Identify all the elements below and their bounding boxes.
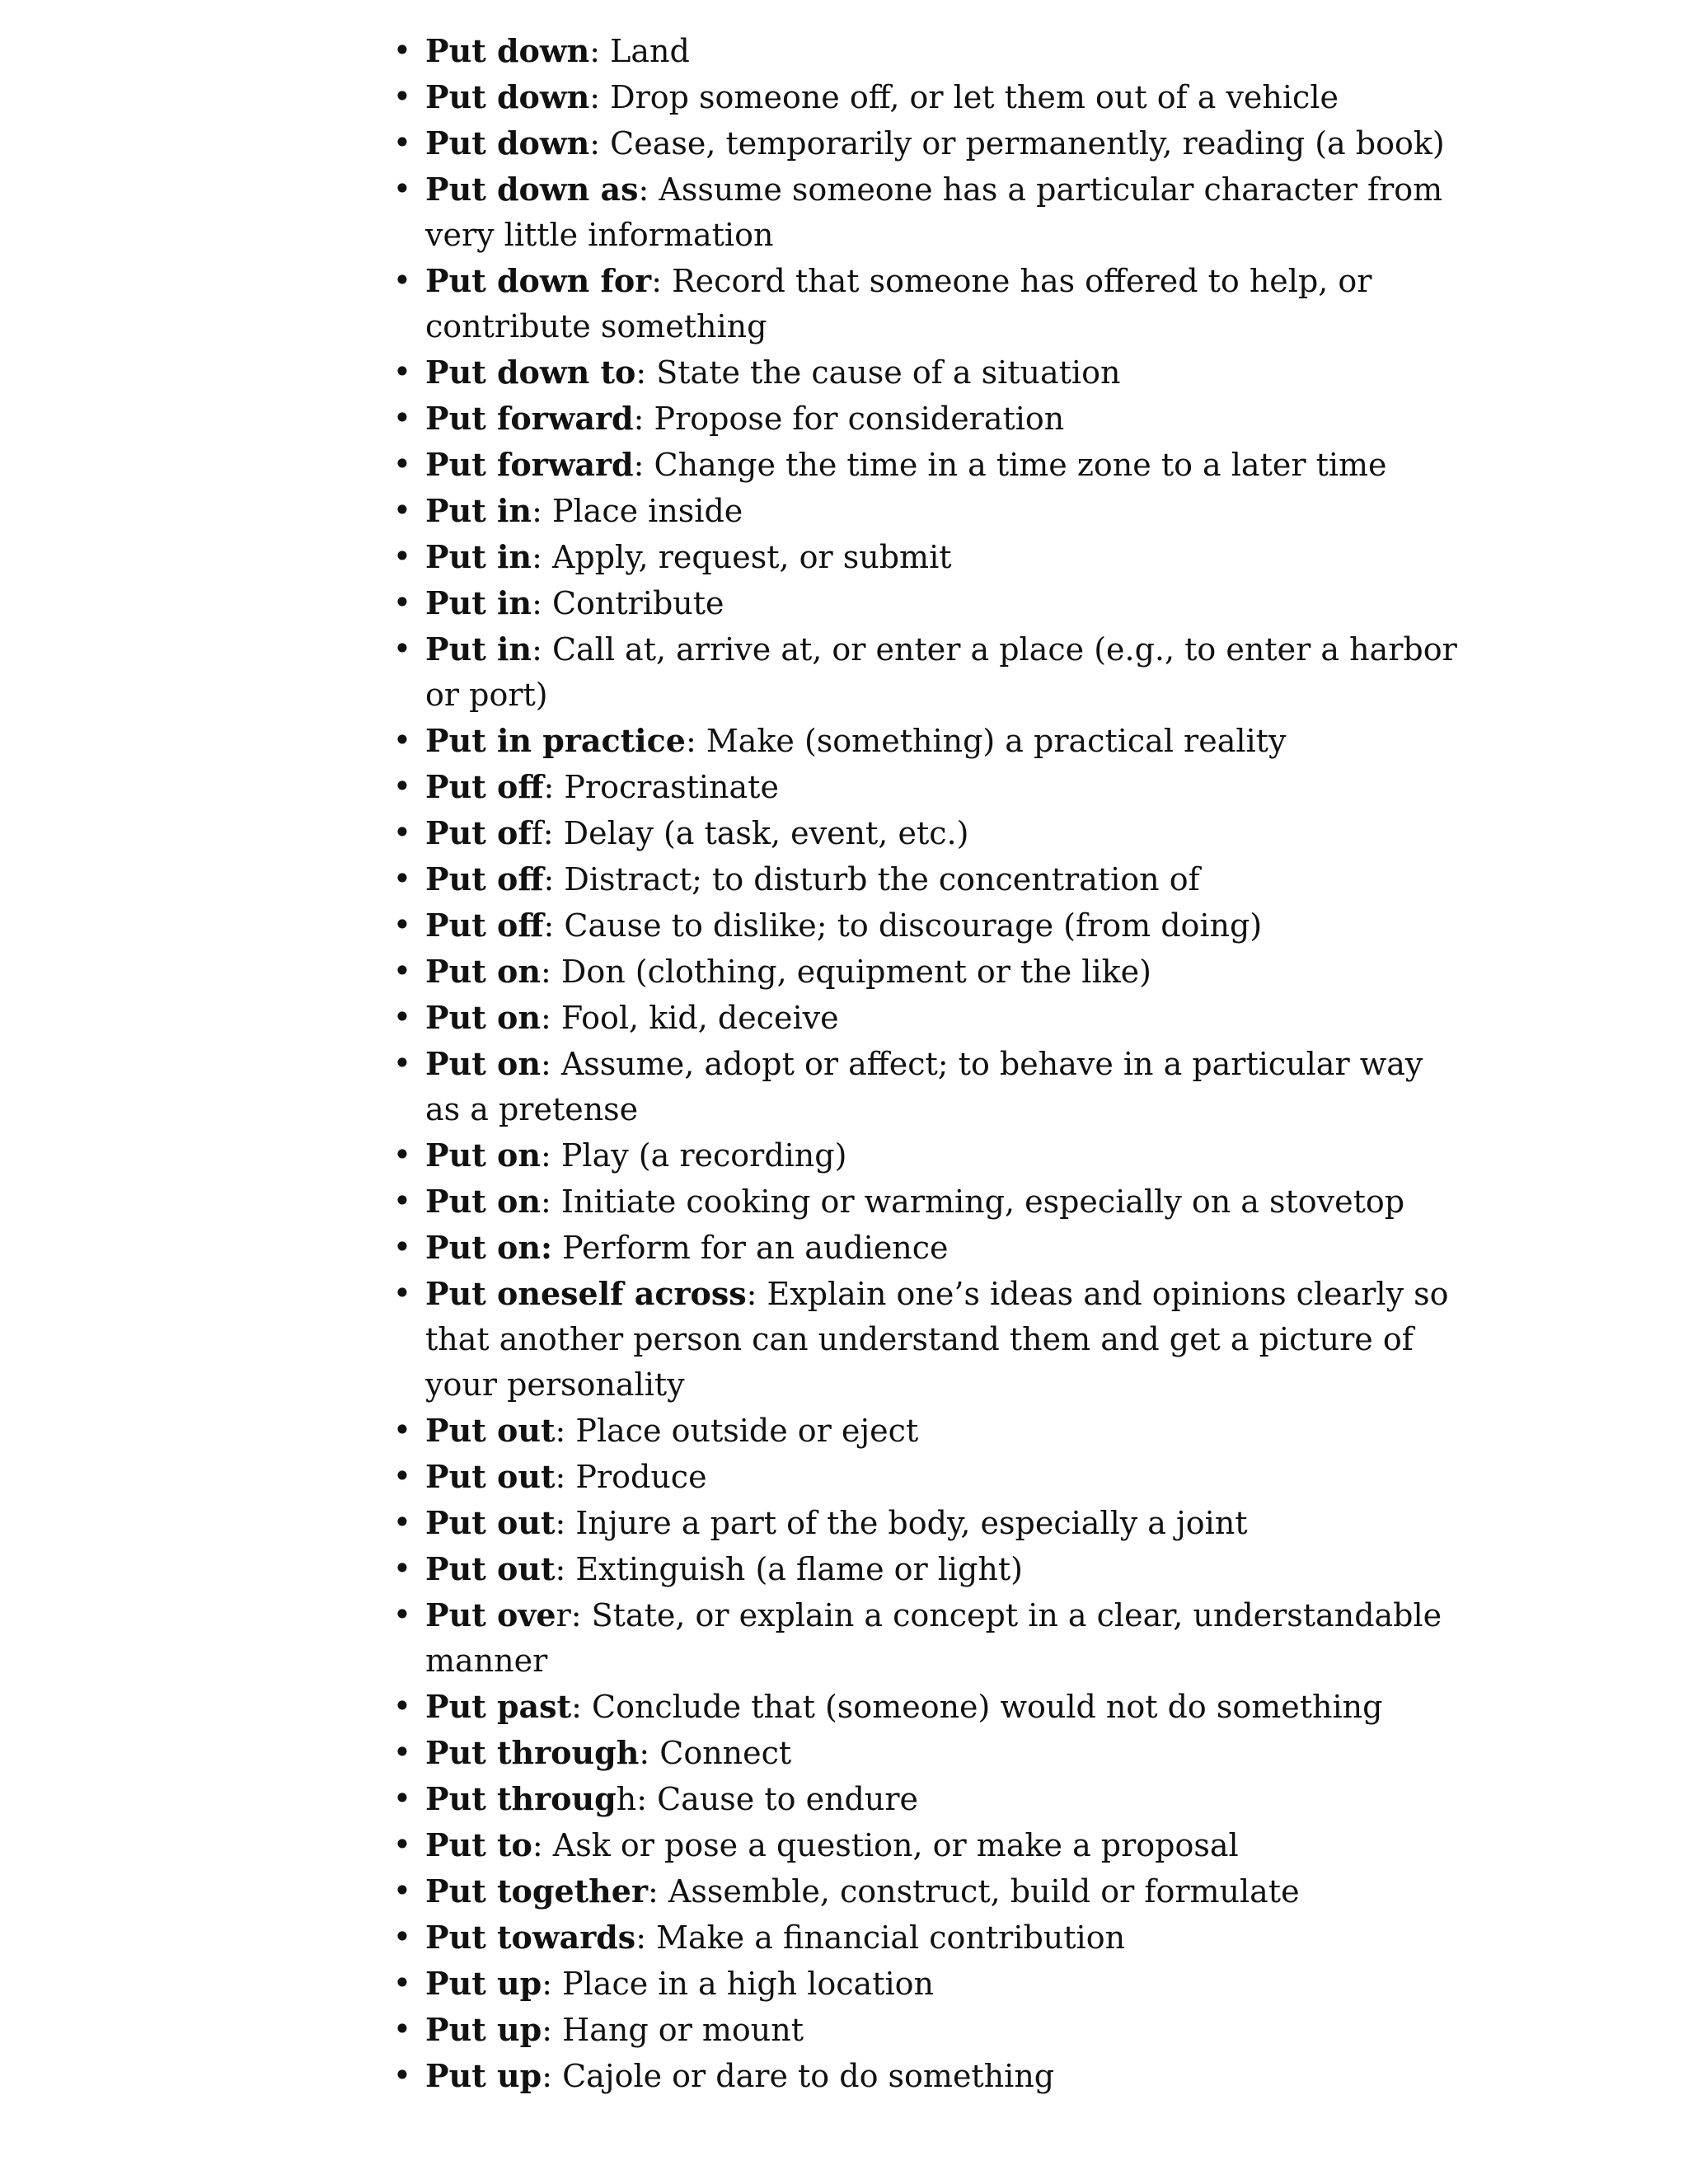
list-item [392,258,1464,349]
list-item [392,1454,1464,1500]
list-item [392,1915,1464,1961]
bullet-icon: • [392,2011,412,2047]
bullet-icon: • [392,446,412,482]
phrasal-verb-definition: : Don (clothing, equipment or the like) [540,954,1151,990]
list-item [392,626,1464,718]
bullet-icon: • [392,1458,412,1494]
phrasal-verb-definition: : Assemble, construct, build or formulate [648,1873,1300,1910]
bullet-icon: • [392,1412,412,1448]
list-item [392,74,1464,120]
phrasal-verb-term: Put out [425,1504,556,1541]
phrasal-verb-definition: : Place inside [532,493,743,529]
list-item [392,166,1464,258]
phrasal-verb-definition: h: Cause to endure [616,1781,919,1817]
phrasal-verb-term: Put oneself across [425,1275,747,1312]
phrasal-verb-term: Put out [425,1412,556,1449]
phrasal-verb-term: Put off [425,768,544,805]
bullet-icon: • [392,1826,412,1863]
list-item [392,810,1464,856]
list-item [392,856,1464,902]
phrasal-verb-term: Put towards [425,1919,636,1956]
list-item [392,1546,1464,1592]
bullet-icon: • [392,1965,412,2001]
list-item [392,1132,1464,1179]
phrasal-verb-definition: : Initiate cooking or warming, especially on a stovetop [540,1183,1405,1220]
phrasal-verb-term: Put out [425,1550,556,1587]
list-item [392,1776,1464,1822]
phrasal-verb-definition: : Contribute [532,585,724,621]
list-item [392,1271,1464,1408]
phrasal-verb-term: Put off [425,860,544,898]
phrasal-verb-term: Put forward [425,446,634,483]
phrasal-verb-definition: : Place in a high location [542,1966,934,2002]
phrasal-verb-definition: : Extinguish (a flame or light) [555,1551,1023,1587]
list-item [392,764,1464,810]
list-item [392,1684,1464,1730]
list-item [392,1730,1464,1776]
phrasal-verb-definition: : Cease, temporarily or permanently, reading (a book) [589,125,1445,162]
list-item [392,1179,1464,1225]
bullet-icon: • [392,1229,412,1265]
phrasal-verb-definition: : Play (a recording) [540,1137,847,1174]
bullet-icon: • [392,1734,412,1770]
phrasal-verb-term: Put forward [425,400,634,437]
list-item [392,28,1464,74]
list-item [392,1822,1464,1868]
bullet-icon: • [392,860,412,897]
phrasal-verb-definition: : State the cause of a situation [635,354,1121,391]
phrasal-verb-term: Put in [425,538,532,575]
phrasal-verb-definition: : Apply, request, or submit [532,539,952,575]
bullet-icon: • [392,630,412,667]
list-item [392,1225,1464,1271]
list-item [392,2053,1464,2099]
phrasal-verb-definition: : Land [589,33,690,69]
phrasal-verb-definition: : Fool, kid, deceive [540,1000,839,1036]
phrasal-verb-definition: : Conclude that (someone) would not do something [571,1689,1383,1725]
bullet-icon: • [392,953,412,989]
bullet-icon: • [392,1550,412,1586]
phrasal-verb-definition: : Record that someone has offered to help, or contribute something [425,263,1372,344]
list-item [392,1408,1464,1454]
phrasal-verb-definition: : Hang or mount [542,2012,804,2048]
phrasal-verb-term: Put throug [425,1780,617,1817]
list-item [392,580,1464,626]
list-item [392,396,1464,442]
list-item [392,1500,1464,1546]
phrasal-verb-term: Put down for [425,262,652,299]
phrasal-verb-term: Put on [425,1045,541,1082]
bullet-icon: • [392,1780,412,1816]
bullet-icon: • [392,584,412,621]
phrasal-verb-definition: : Produce [555,1459,707,1495]
phrasal-verb-term: Put of [425,814,532,851]
bullet-icon: • [392,1045,412,1081]
phrasal-verb-definition: : Change the time in a time zone to a later time [633,447,1387,483]
bullet-icon: • [392,1872,412,1909]
list-item [392,534,1464,580]
phrasal-verb-definition: : Distract; to disturb the concentration of [543,861,1200,898]
phrasal-verb-term: Put off [425,907,544,944]
bullet-icon: • [392,1504,412,1540]
phrasal-verb-term: Put together [425,1872,649,1910]
phrasal-verb-definition: : Drop someone off, or let them out of a vehicle [589,79,1339,115]
phrasal-verb-definition: : Explain one’s ideas and opinions clearly so that another person can understand them and get a picture of your personality [425,1276,1449,1403]
phrasal-verb-definition: : Place outside or eject [555,1413,919,1449]
phrasal-verb-definition: : Call at, arrive at, or enter a place (e.g., to enter a harbor or port) [425,631,1457,713]
phrasal-verb-term: Put down as [425,171,639,208]
phrasal-verb-term: Put down [425,32,590,69]
phrasal-verb-term: Put in [425,630,532,668]
phrasal-verb-term: Put on [425,999,541,1036]
phrasal-verb-term: Put through [425,1734,640,1771]
phrasal-verb-term: Put up [425,1965,542,2002]
bullet-icon: • [392,2057,412,2093]
phrasal-verb-definition: : Make a financial contribution [635,1919,1126,1956]
phrasal-verb-term: Put to [425,1826,532,1863]
bullet-icon: • [392,768,412,804]
bullet-icon: • [392,1596,412,1633]
list-item [392,1868,1464,1915]
bullet-icon: • [392,492,412,528]
bullet-icon: • [392,32,412,68]
list-item [392,1961,1464,2007]
phrasal-verb-definition: f: Delay (a task, event, etc.) [531,815,969,851]
phrasal-verb-term: Put in practice [425,722,686,759]
phrasal-verb-term: Put on [425,1137,541,1174]
phrasal-verb-term: Put on [425,953,541,990]
phrasal-verb-definition: : Cause to dislike; to discourage (from doing) [543,907,1263,944]
phrasal-verb-definition: : Procrastinate [543,769,779,805]
phrasal-verb-definition: : Assume, adopt or affect; to behave in a particular way as a pretense [425,1046,1423,1127]
phrasal-verb-list [392,28,1464,2099]
phrasal-verb-term: Put out [425,1458,556,1495]
bullet-icon: • [392,124,412,161]
list-item [392,120,1464,166]
phrasal-verb-term: Put in [425,492,532,529]
list-item [392,902,1464,949]
phrasal-verb-term: Put down to [425,354,636,391]
phrasal-verb-definition: : Connect [639,1735,792,1771]
phrasal-verb-term: Put on [425,1183,541,1220]
phrasal-verb-term: Put down [425,124,590,162]
list-item [392,949,1464,995]
list-item [392,442,1464,488]
phrasal-verb-definition: : Injure a part of the body, especially a joint [555,1505,1248,1541]
phrasal-verb-term: Put ove [425,1596,556,1633]
phrasal-verb-definition: : Assume someone has a particular character from very little information [425,171,1443,253]
phrasal-verb-term: Put past [425,1688,572,1725]
bullet-icon: • [392,907,412,943]
phrasal-verb-definition: Perform for an audience [552,1230,949,1266]
bullet-icon: • [392,354,412,390]
bullet-icon: • [392,999,412,1035]
list-item [392,349,1464,396]
phrasal-verb-term: Put down [425,78,590,115]
phrasal-verb-term: Put in [425,584,532,621]
phrasal-verb-term: Put up [425,2011,542,2048]
phrasal-verb-definition: : Propose for consideration [633,401,1065,437]
bullet-icon: • [392,1275,412,1311]
bullet-icon: • [392,814,412,851]
bullet-icon: • [392,722,412,758]
bullet-icon: • [392,400,412,436]
list-item [392,488,1464,534]
list-item [392,1592,1464,1684]
bullet-icon: • [392,262,412,298]
bullet-icon: • [392,78,412,115]
bullet-icon: • [392,171,412,207]
phrasal-verb-term: Put up [425,2057,542,2094]
list-item [392,995,1464,1041]
bullet-icon: • [392,1919,412,1955]
bullet-icon: • [392,1688,412,1724]
phrasal-verb-definition: : Ask or pose a question, or make a proposal [532,1827,1239,1863]
phrasal-verb-definition: : Make (something) a practical reality [685,723,1287,759]
bullet-icon: • [392,538,412,574]
phrasal-verb-term: Put on: [425,1229,552,1266]
list-item [392,718,1464,764]
bullet-icon: • [392,1137,412,1173]
list-item [392,1041,1464,1132]
phrasal-verb-definition: : Cajole or dare to do something [542,2058,1055,2094]
phrasal-verb-definition: r: State, or explain a concept in a clear, understandable manner [425,1597,1442,1679]
list-item [392,2007,1464,2053]
bullet-icon: • [392,1183,412,1219]
